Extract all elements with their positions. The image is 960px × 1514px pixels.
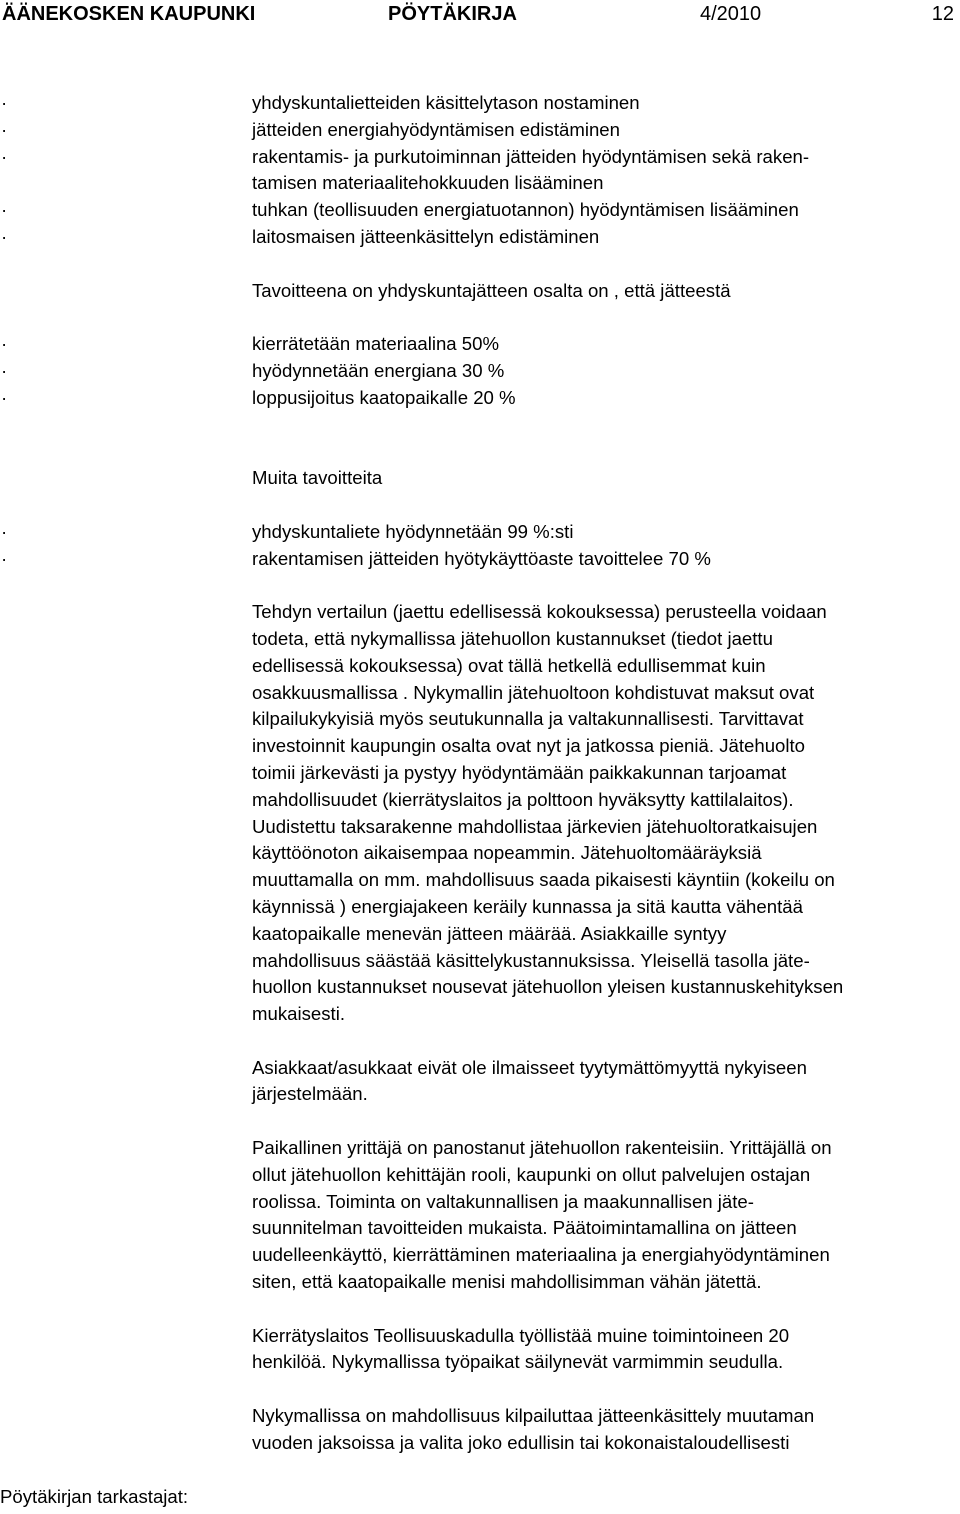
list-item: [0, 385, 960, 412]
page-header: [0, 2, 960, 30]
bullet: ·: [1, 118, 8, 140]
bullet: ·: [1, 359, 8, 381]
document-body: [0, 90, 960, 1457]
paragraph: Asiakkaat/asukkaat eivät ole ilmaisseet tyytymättömyyttä nykyiseen järjestelmään.: [252, 1056, 807, 1105]
list-item: [0, 519, 960, 546]
list-item-text: laitosmaisen jätteenkäsittelyn edistäminen: [252, 225, 600, 247]
list-item: [0, 117, 960, 144]
paragraph: Tehdyn vertailun (jaettu edellisessä kokouksessa) perusteella voidaan todeta, että nykymallissa jätehuollon kustannukset (tiedot jaettu edellisessä kokouksessa) ovat tällä hetkellä edullisemmat kuin osakkuusmallissa . Nykymallin jätehuoltoon kohdistuvat maksut ovat kilpailukykyisiä myös seutukunnalla ja valtakunnallisesti. Tarvittavat investoinnit kaupungin osalta ovat nyt ja jatkossa pieniä. Jätehuolto toimii järkevästi ja pystyy hyödyntämään paikkakunnan tarjoamat mahdollisuudet (kierrätyslaitos ja polttoon hyväksytty kattilalaitos). Uudistettu taksarakenne mahdollistaa järkevien jätehuoltoratkaisujen käyttöönoton aikaisempaa nopeammin. Jätehuoltomääräyksiä muuttamalla on mm. mahdollisuus saada pikaisesti käyntiin (kokeilu on käynnissä ) energiajakeen keräily kunnassa ja sitä kautta vähentää kaatopaikalle menevän jätteen määrää. Asiakkaille syntyy mahdollisuus säästää käsittelykustannuksissa. Yleisellä tasolla jäte- huollon kustannukset nousevat jätehuollon yleisen kustannuskehityksen mukaisesti.: [252, 601, 844, 1025]
bullet: ·: [1, 386, 8, 408]
list-item: [0, 224, 960, 251]
list-item-text: rakentamisen jätteiden hyötykäyttöaste tavoittelee 70 %: [252, 547, 711, 569]
list-item-text: loppusijoitus kaatopaikalle 20 %: [252, 386, 516, 408]
list-item-continuation: tamisen materiaalitehokkuuden lisääminen: [252, 172, 604, 194]
document-number: 4/2010: [700, 3, 762, 25]
bullet: ·: [1, 92, 8, 113]
list-item: [0, 358, 960, 385]
other-goals-list: [0, 519, 960, 573]
paragraph: Paikallinen yrittäjä on panostanut jätehuollon rakenteisiin. Yrittäjällä on ollut jätehuollon kehittäjän rooli, kaupunki on ollut palvelujen ostajan roolissa. Toiminta on valtakunnallisen ja maakunnallisen jäte- suunnitelman tavoitteiden mukaista. Päätoimintamallina on jätteen uudelleenkäyttö, kierrättäminen materiaalina ja energiahyödyntäminen siten, että kaatopaikalle menisi mahdollisimman vähän jätettä.: [252, 1137, 832, 1293]
list-item: [0, 90, 960, 117]
list-item-text: kierrätetään materiaalina 50%: [252, 333, 500, 355]
bullet: ·: [1, 225, 8, 247]
paragraph: Kierrätyslaitos Teollisuuskadulla työllistää muine toimintoineen 20 henkilöä. Nykymallissa työpaikat säilynevät varmimmin seudulla.: [252, 1324, 790, 1373]
bullet: ·: [1, 333, 8, 355]
list-item-text: hyödynnetään energiana 30 %: [252, 359, 505, 381]
list-item-text: rakentamis- ja purkutoiminnan jätteiden hyödyntämisen sekä raken-: [252, 145, 810, 167]
bullet: ·: [1, 145, 8, 167]
bullet: ·: [1, 547, 8, 569]
target-percentages-list: [0, 331, 960, 411]
list-item-text: tuhkan (teollisuuden energiatuotannon) hyödyntämisen lisääminen: [252, 199, 799, 221]
measures-list: [0, 90, 960, 251]
list-item: [0, 546, 960, 573]
document-type: PÖYTÄKIRJA: [388, 3, 517, 25]
other-goals-heading: Muita tavoitteita: [252, 467, 383, 489]
list-item: [0, 331, 960, 358]
list-item: [0, 144, 960, 171]
reviewers-label: Pöytäkirjan tarkastajat:: [0, 1486, 189, 1507]
page-number: 12: [931, 3, 954, 25]
paragraph: Nykymallissa on mahdollisuus kilpailuttaa jätteenkäsittely muutaman vuoden jaksoissa ja valita joko edullisin tai kokonaistaloudellisesti: [252, 1405, 815, 1453]
list-item-text: jätteiden energiahyödyntämisen edistäminen: [252, 118, 620, 140]
bullet: ·: [1, 520, 8, 542]
list-item-text: yhdyskuntaliete hyödynnetään 99 %:sti: [252, 520, 574, 542]
goal-intro: Tavoitteena on yhdyskuntajätteen osalta on , että jätteestä: [252, 279, 731, 301]
list-item: [0, 197, 960, 224]
organization-name: ÄÄNEKOSKEN KAUPUNKI: [2, 3, 256, 25]
list-item-text: yhdyskuntalietteiden käsittelytason nostaminen: [252, 92, 640, 113]
bullet: ·: [1, 199, 8, 221]
